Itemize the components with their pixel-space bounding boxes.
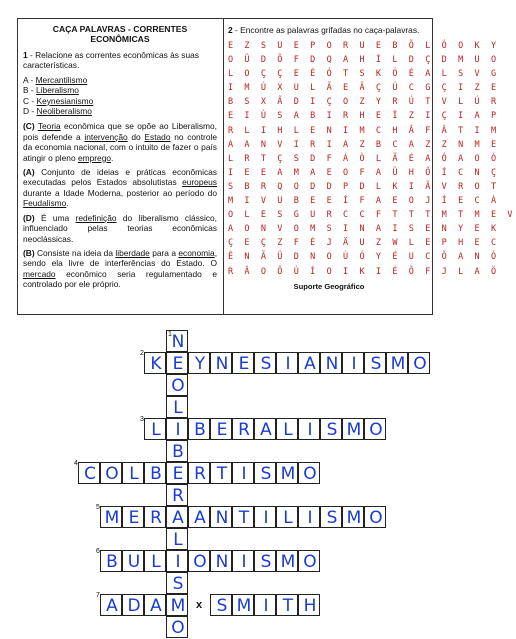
cell-letter: A [304, 354, 316, 374]
source-caption: Suporte Geográfico [293, 281, 365, 291]
cell-letter: I [307, 420, 313, 440]
cell-letter: D [127, 596, 141, 616]
cell-letter: E [238, 354, 250, 374]
answer-cell[interactable] [276, 352, 298, 374]
cell-letter: A [172, 508, 184, 528]
answer-cell[interactable] [298, 594, 320, 616]
clue-number: 5 [96, 504, 100, 511]
grid-row: O L E S G U R C C F T T T M T M E V [228, 210, 516, 221]
answer-cell[interactable] [122, 506, 144, 528]
cell-letter: T [238, 508, 250, 528]
answer-cell[interactable] [254, 506, 276, 528]
cell-letter: R [150, 508, 162, 528]
cell-letter: B [172, 442, 184, 462]
cell-letter: S [260, 354, 272, 374]
cell-letter: O [105, 464, 119, 484]
cell-letter: S [370, 354, 382, 374]
cell-letter: M [280, 464, 296, 484]
cell-letter: M [280, 552, 296, 572]
cell-letter: E [216, 420, 228, 440]
vertical-cell[interactable] [166, 484, 188, 506]
cell-letter: I [263, 596, 269, 616]
answer-cell[interactable] [320, 352, 342, 374]
vertical-cell[interactable] [166, 352, 188, 374]
cell-letter: S [260, 464, 272, 484]
cell-letter: S [260, 552, 272, 572]
cell-letter: O [369, 508, 383, 528]
cell-letter: A [106, 596, 118, 616]
column-divider [223, 19, 224, 314]
grid-row: Ê N Ã Ü D N O Ú Ó Y É U C Õ A N Ó [228, 252, 500, 263]
answer-cell[interactable] [254, 594, 276, 616]
cell-letter: L [151, 552, 161, 572]
answer-cell[interactable] [122, 462, 144, 484]
cell-letter: I [241, 464, 247, 484]
vertical-cell[interactable] [166, 572, 188, 594]
cell-letter: U [127, 552, 141, 572]
question-1: 1 - Relacione as correntes econômicas às suas características. [23, 50, 199, 71]
answer-cell[interactable] [276, 594, 298, 616]
cell-letter: N [215, 552, 229, 572]
answer-cell[interactable] [78, 462, 100, 484]
vertical-cell[interactable] [166, 418, 188, 440]
option-d: D - Neoliberalismo [23, 106, 92, 117]
vertical-cell[interactable] [166, 330, 188, 352]
cell-letter: B [106, 552, 118, 572]
cell-letter: E [172, 464, 184, 484]
answer-cell[interactable] [100, 550, 122, 572]
cell-letter: O [413, 354, 427, 374]
items-list [23, 121, 217, 289]
answer-cell[interactable] [276, 506, 298, 528]
cell-letter: C [84, 464, 96, 484]
cell-letter: H [303, 596, 317, 616]
clue-number: 1 [168, 331, 172, 338]
word-separator: x [195, 599, 203, 611]
answer-cell[interactable] [364, 418, 386, 440]
clue-number: 3 [140, 416, 144, 423]
statement-2: (A) Conjunto de ideias e práticas econômicas executadas pelos Estados absolutistas europeus durante a Idade Moderna, posterior ao período do Feudalismo. [23, 167, 217, 209]
cell-letter: L [173, 398, 183, 418]
vertical-cell[interactable] [166, 440, 188, 462]
cell-letter: L [283, 420, 293, 440]
cell-letter: Y [194, 354, 206, 374]
vertical-cell[interactable] [166, 616, 188, 638]
answer-cell[interactable] [276, 550, 298, 572]
grid-row: M I V U B E E Í F A E O J Í E C À [228, 196, 500, 207]
answer-cell[interactable] [320, 506, 342, 528]
statement-3: (D) É uma redefinição do liberalismo clássico, influenciado pelas teorias econômicas neoclássicas. [23, 212, 218, 244]
cell-letter: S [172, 574, 184, 594]
cell-letter: O [171, 618, 185, 638]
cell-letter: R [172, 486, 184, 506]
answer-cell[interactable] [210, 462, 232, 484]
grid-row: S B R Q O D D P D L K I Ã V R O T [228, 181, 500, 192]
activity-box [17, 18, 516, 315]
answer-cell[interactable] [188, 418, 210, 440]
answer-cell[interactable] [100, 594, 122, 616]
grid-row: I M Ú X U L Ã E Ã Ç Ú C G Ç I Z E [228, 83, 500, 94]
answer-cell[interactable] [210, 550, 232, 572]
answer-cell[interactable] [386, 352, 408, 374]
cell-letter: K [150, 354, 162, 374]
answer-cell[interactable] [144, 418, 166, 440]
answer-cell[interactable] [298, 550, 320, 572]
clue-number: 6 [96, 548, 100, 555]
grid-row: E Z S U E P O R U E B Õ L Ó O K Y [228, 41, 500, 51]
answer-cell[interactable] [298, 506, 320, 528]
answer-cell[interactable] [122, 550, 144, 572]
answer-cell[interactable] [210, 352, 232, 374]
clue-number: 4 [74, 460, 78, 467]
cell-letter: E [128, 508, 140, 528]
answer-cell[interactable] [122, 594, 144, 616]
cell-letter: L [151, 420, 161, 440]
answer-cell[interactable] [232, 594, 254, 616]
answer-cell[interactable] [188, 462, 210, 484]
answer-cell[interactable] [276, 418, 298, 440]
options-list [23, 75, 217, 117]
statement-1: (C) Teoria econômica que se opõe ao Liberalismo, pois defende a intervenção do Estado no controle da economia nacional, com o intuito de fazer o país atingir o pleno emprego. [23, 121, 218, 163]
answer-cell[interactable] [144, 352, 166, 374]
activity-title: CAÇA PALAVRAS - CORRENTES ECONÔMICAS [52, 24, 188, 44]
grid-row: L O Ç Ç E É Ó T S K Ó É A L S V G [228, 69, 500, 80]
answer-cell[interactable] [210, 506, 232, 528]
answer-cell[interactable] [210, 594, 232, 616]
cell-letter: L [129, 464, 139, 484]
answer-cell[interactable] [408, 352, 430, 374]
answer-cell[interactable] [298, 352, 320, 374]
answer-cell[interactable] [298, 462, 320, 484]
answer-cell[interactable] [144, 462, 166, 484]
answer-cell[interactable] [144, 506, 166, 528]
cell-letter: S [326, 420, 338, 440]
cell-letter: T [216, 464, 228, 484]
grid-row: I E E A M A E O F A Ü H Ô Í C N Ç [228, 167, 500, 178]
cell-letter: O [303, 464, 317, 484]
answer-cell[interactable] [232, 418, 254, 440]
answer-cell[interactable] [276, 462, 298, 484]
vertical-cell[interactable] [166, 594, 188, 616]
option-c: C - Keynesianismo [23, 95, 94, 106]
grid-row: R L I H L E N I M C H Â F Â T I M [228, 125, 500, 136]
answer-cell[interactable] [232, 462, 254, 484]
left-panel [23, 24, 217, 294]
cell-letter: I [175, 552, 181, 572]
vertical-cell[interactable] [166, 528, 188, 550]
cell-letter: T [282, 596, 294, 616]
option-b: B - Liberalismo [23, 85, 79, 96]
cell-letter: I [285, 354, 291, 374]
grid-row: L R T Ç S D F Á Ò L Ã É A Ó A O Ó [228, 153, 500, 164]
grid-row: O Ü D Õ F D Q A H Í L D Ç D M U O [228, 55, 500, 66]
grid-row: R Â O Õ Ú Í O I K I É Õ F J L A Ö [228, 266, 500, 277]
answer-cell[interactable] [232, 352, 254, 374]
answer-cell[interactable] [342, 352, 364, 374]
cell-letter: S [326, 508, 338, 528]
cell-letter: B [150, 464, 162, 484]
answer-cell[interactable] [342, 418, 364, 440]
answer-cell[interactable] [144, 550, 166, 572]
answer-cell[interactable] [144, 594, 166, 616]
cell-letter: N [171, 332, 185, 352]
cell-letter: M [170, 596, 186, 616]
grid-row: A O N V O M S I N A I S E N Y E K [228, 224, 500, 235]
cell-letter: O [303, 552, 317, 572]
cell-letter: O [193, 552, 207, 572]
answer-cell[interactable] [320, 418, 342, 440]
vertical-cell[interactable] [166, 396, 188, 418]
clue-number: 7 [96, 592, 100, 599]
cell-letter: M [236, 596, 252, 616]
answer-cell[interactable] [254, 418, 276, 440]
grid-row: E I Ú S A B I R H E Í Z I Ç I A P [228, 111, 500, 122]
answer-cell[interactable] [364, 352, 386, 374]
cell-letter: M [346, 508, 362, 528]
answer-cell[interactable] [188, 352, 210, 374]
cell-letter: I [175, 420, 181, 440]
answer-cell[interactable] [342, 506, 364, 528]
cell-letter: B [194, 420, 206, 440]
cell-letter: L [173, 530, 183, 550]
answer-cell[interactable] [100, 462, 122, 484]
answer-cell[interactable] [210, 418, 232, 440]
grid-row: B S X Ã D I Ç O Z Y R Ú T V L Ú R [228, 97, 500, 108]
answer-cell[interactable] [188, 550, 210, 572]
cell-letter: A [260, 420, 272, 440]
answer-cell[interactable] [254, 462, 276, 484]
vertical-cell[interactable] [166, 462, 188, 484]
answer-cell[interactable] [364, 506, 386, 528]
cell-letter: O [369, 420, 383, 440]
cell-letter: M [104, 508, 120, 528]
answer-cell[interactable] [188, 506, 210, 528]
cell-letter: I [241, 552, 247, 572]
cell-letter: R [238, 420, 250, 440]
grid-row: A A N V I R I A Z B C A Z Z N M E [228, 139, 500, 150]
cell-letter: I [307, 508, 313, 528]
vertical-cell[interactable] [166, 550, 188, 572]
answer-cell[interactable] [232, 550, 254, 572]
word-search-grid [228, 39, 516, 279]
cell-letter: N [215, 508, 229, 528]
cell-letter: I [263, 508, 269, 528]
cell-letter: S [216, 596, 228, 616]
cell-letter: M [390, 354, 406, 374]
answer-cell[interactable] [254, 352, 276, 374]
cell-letter: A [194, 508, 206, 528]
answer-cell[interactable] [298, 418, 320, 440]
cell-letter: I [351, 354, 357, 374]
clue-number: 2 [140, 350, 144, 357]
cell-letter: E [172, 354, 184, 374]
cell-letter: R [194, 464, 206, 484]
right-panel [228, 25, 516, 291]
cell-letter: O [171, 376, 185, 396]
statement-4: (B) Consiste na ideia da liberdade para a economia, sendo ela livre de interferências do Estado. O mercado econômico seria regulamentado e controlado por ele próprio. [23, 247, 218, 290]
grid-row: Ç E Ç Z F É J Ä U Z W L E P H E C [228, 238, 500, 249]
cell-letter: N [215, 354, 229, 374]
vertical-cell[interactable] [166, 374, 188, 396]
cell-letter: N [325, 354, 339, 374]
cell-letter: M [346, 420, 362, 440]
answer-cell[interactable] [232, 506, 254, 528]
answer-cell[interactable] [254, 550, 276, 572]
answer-cell[interactable] [100, 506, 122, 528]
cell-letter: A [150, 596, 162, 616]
instruction: 2 - Encontre as palavras grifadas no caça-palavras. [228, 25, 420, 35]
cell-letter: L [283, 508, 293, 528]
option-a: A - Mercantilismo [23, 74, 88, 85]
vertical-cell[interactable] [166, 506, 188, 528]
